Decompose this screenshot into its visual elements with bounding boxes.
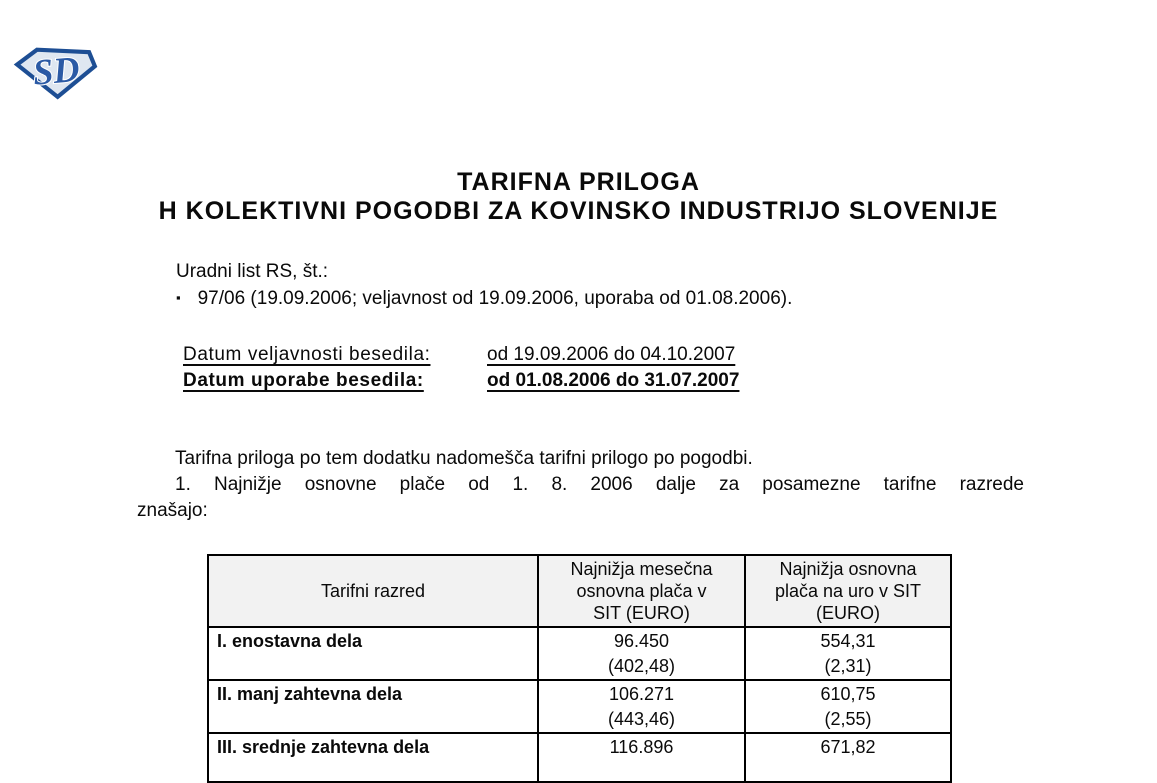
document-title xyxy=(0,168,1157,226)
square-bullet-icon: ▪ xyxy=(176,290,181,305)
uradni-list-heading: Uradni list RS, št.: xyxy=(176,261,329,282)
row-label: II. manj zahtevna dela xyxy=(208,680,538,733)
paragraph-point-1: 1. Najnižje osnovne plače od 1. 8. 2006 dalje za posamezne tarifne razrede xyxy=(175,474,1024,495)
usage-row xyxy=(183,368,739,394)
sd-shield-logo-icon xyxy=(13,43,99,101)
title-line-2: H KOLEKTIVNI POGODBI ZA KOVINSKO INDUSTRIJO SLOVENIJE xyxy=(158,197,999,225)
header-hourly-pay: Najnižja osnovna plača na uro v SIT (EURO) xyxy=(745,555,951,627)
row-label: I. enostavna dela xyxy=(208,627,538,680)
cell-hourly: 554,31 (2,31) xyxy=(745,627,951,680)
table-row xyxy=(208,627,951,680)
cell-monthly: 106.271 (443,46) xyxy=(538,680,745,733)
title-line-1: TARIFNA PRILOGA xyxy=(457,168,700,196)
cell-monthly: 116.896 xyxy=(538,733,745,782)
sd-shield-logo xyxy=(13,43,99,101)
paragraph-intro: Tarifna priloga po tem dodatku nadomešča tarifni prilogo po pogodbi. xyxy=(175,448,753,469)
tariff-table-container xyxy=(207,554,952,783)
header-tarifni-razred: Tarifni razred xyxy=(208,555,538,627)
validity-dates xyxy=(183,342,739,394)
usage-label: Datum uporabe besedila: xyxy=(183,370,424,391)
validity-row xyxy=(183,342,739,368)
row-label: III. srednje zahtevna dela xyxy=(208,733,538,782)
table-header-row xyxy=(208,555,951,627)
uradni-list-item xyxy=(176,288,792,310)
paragraph-point-1-cont: znašajo: xyxy=(137,500,208,521)
table-row xyxy=(208,733,951,782)
header-monthly-pay: Najnižja mesečna osnovna plača v SIT (EURO) xyxy=(538,555,745,627)
cell-hourly: 671,82 xyxy=(745,733,951,782)
validity-label: Datum veljavnosti besedila: xyxy=(183,344,431,365)
logo-letters: SD xyxy=(31,48,82,93)
table-row xyxy=(208,680,951,733)
uradni-list-item-text: 97/06 (19.09.2006; veljavnost od 19.09.2006, uporaba od 01.08.2006). xyxy=(197,288,793,309)
cell-hourly: 610,75 (2,55) xyxy=(745,680,951,733)
usage-value: od 01.08.2006 do 31.07.2007 xyxy=(487,370,740,391)
cell-monthly: 96.450 (402,48) xyxy=(538,627,745,680)
validity-value: od 19.09.2006 do 04.10.2007 xyxy=(487,344,736,365)
tariff-table xyxy=(207,554,952,783)
